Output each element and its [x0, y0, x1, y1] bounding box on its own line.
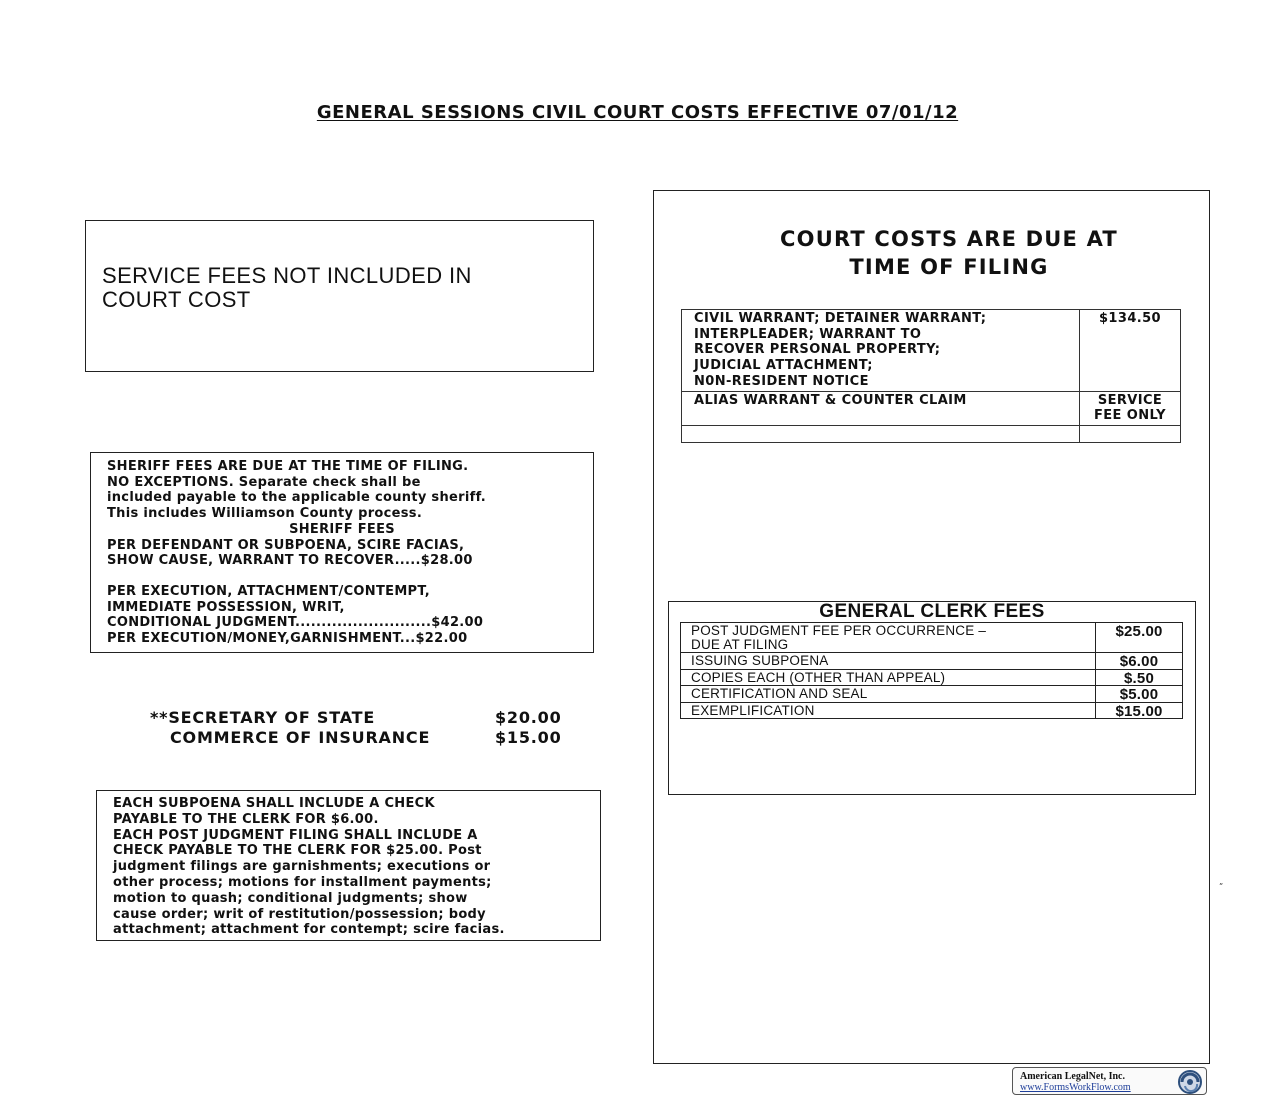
state-fees [150, 708, 580, 748]
fee-label: EXEMPLIFICATION [681, 702, 1096, 719]
notice-line: CHECK PAYABLE TO THE CLERK FOR $25.00. Post [113, 843, 482, 859]
table-row [681, 669, 1183, 686]
sheriff-intro-line: NO EXCEPTIONS. Separate check shall be [107, 474, 421, 490]
table-row [682, 310, 1181, 392]
sheriff-intro-line: included payable to the applicable county sheriff. [107, 490, 487, 506]
notice-line: EACH SUBPOENA SHALL INCLUDE A CHECK [113, 796, 435, 811]
fee-label: POST JUDGMENT FEE PER OCCURRENCE – DUE AT FILING [681, 623, 1096, 653]
scan-mark: „ [1219, 877, 1224, 886]
secretary-of-state-fee: **SECRETARY OF STATE $20.00 [150, 708, 562, 727]
sheriff-fee-line: PER EXECUTION/MONEY,GARNISHMENT...$22.00 [107, 631, 468, 647]
notice-line: cause order; writ of restitution/possession; body [113, 906, 486, 922]
clerk-fees-table [680, 622, 1183, 719]
filing-amount-cell: $134.50 [1080, 310, 1181, 392]
fee-amount: $25.00 [1096, 623, 1183, 653]
fee-amount: $5.00 [1096, 686, 1183, 703]
fee-label: ISSUING SUBPOENA [681, 653, 1096, 670]
table-row [681, 623, 1183, 653]
sheriff-intro-line: SHERIFF FEES ARE DUE AT THE TIME OF FILING. [107, 459, 469, 474]
logo-url-link[interactable]: www.FormsWorkFlow.com [1020, 1082, 1131, 1093]
clerk-fees-heading: GENERAL CLERK FEES [819, 601, 1045, 622]
court-costs-table [681, 309, 1181, 443]
court-costs-due-heading: COURT COSTS ARE DUE AT TIME OF FILING [780, 227, 1118, 279]
commerce-of-insurance-fee: COMMERCE OF INSURANCE $15.00 [170, 728, 562, 747]
notice-line: motion to quash; conditional judgments; show [113, 890, 468, 906]
subpoena-check-notice [96, 790, 601, 941]
sheriff-fee-line: PER EXECUTION, ATTACHMENT/CONTEMPT, [107, 583, 430, 599]
notice-line: PAYABLE TO THE CLERK FOR $6.00. [113, 811, 379, 827]
fee-label: COPIES EACH (OTHER THAN APPEAL) [681, 669, 1096, 686]
table-row [681, 686, 1183, 703]
sheriff-fee-line: IMMEDIATE POSSESSION, WRIT, [107, 599, 345, 615]
filing-types-cell: CIVIL WARRANT; DETAINER WARRANT; INTERPLEADER; WARRANT TO RECOVER PERSONAL PROPERTY; JUDICIAL ATTACHMENT; N0N-RESIDENT NOTICE [682, 310, 1080, 392]
spacer [107, 569, 577, 584]
service-fees-text: SERVICE FEES NOT INCLUDED IN COURT COST [102, 263, 472, 312]
notice-line: EACH POST JUDGMENT FILING SHALL INCLUDE A [113, 827, 478, 843]
fee-label: CERTIFICATION AND SEAL [681, 686, 1096, 703]
fee-amount: $6.00 [1096, 653, 1183, 670]
notice-line: other process; motions for installment payments; [113, 874, 492, 890]
table-row [681, 702, 1183, 719]
american-legalnet-logo[interactable] [1012, 1067, 1207, 1095]
table-row-empty [682, 425, 1181, 442]
page-title: GENERAL SESSIONS CIVIL COURT COSTS EFFECTIVE 07/01/12 [316, 102, 959, 123]
fee-amount: $.50 [1096, 669, 1183, 686]
alias-warrant-cell: ALIAS WARRANT & COUNTER CLAIM [682, 391, 1080, 425]
notice-line: attachment; attachment for contempt; scire facias. [113, 922, 505, 938]
globe-icon [1177, 1069, 1203, 1095]
notice-line: judgment filings are garnishments; executions or [113, 859, 491, 875]
sheriff-fees-box [90, 452, 594, 653]
service-fees-notice [85, 220, 594, 372]
sheriff-intro-line: This includes Williamson County process. [107, 506, 423, 522]
service-fee-only-cell: SERVICE FEE ONLY [1080, 391, 1181, 425]
sheriff-fee-line: PER DEFENDANT OR SUBPOENA, SCIRE FACIAS, [107, 537, 465, 553]
table-row [682, 391, 1181, 425]
logo-company-name: American LegalNet, Inc. [1020, 1071, 1125, 1082]
fee-amount: $15.00 [1096, 702, 1183, 719]
sheriff-fee-line: SHOW CAUSE, WARRANT TO RECOVER.....$28.00 [107, 553, 473, 569]
general-clerk-fees-box [668, 601, 1196, 795]
table-row [681, 653, 1183, 670]
sheriff-fee-line: CONDITIONAL JUDGMENT..........................$42.00 [107, 615, 484, 631]
sheriff-fees-heading: SHERIFF FEES [289, 521, 395, 537]
